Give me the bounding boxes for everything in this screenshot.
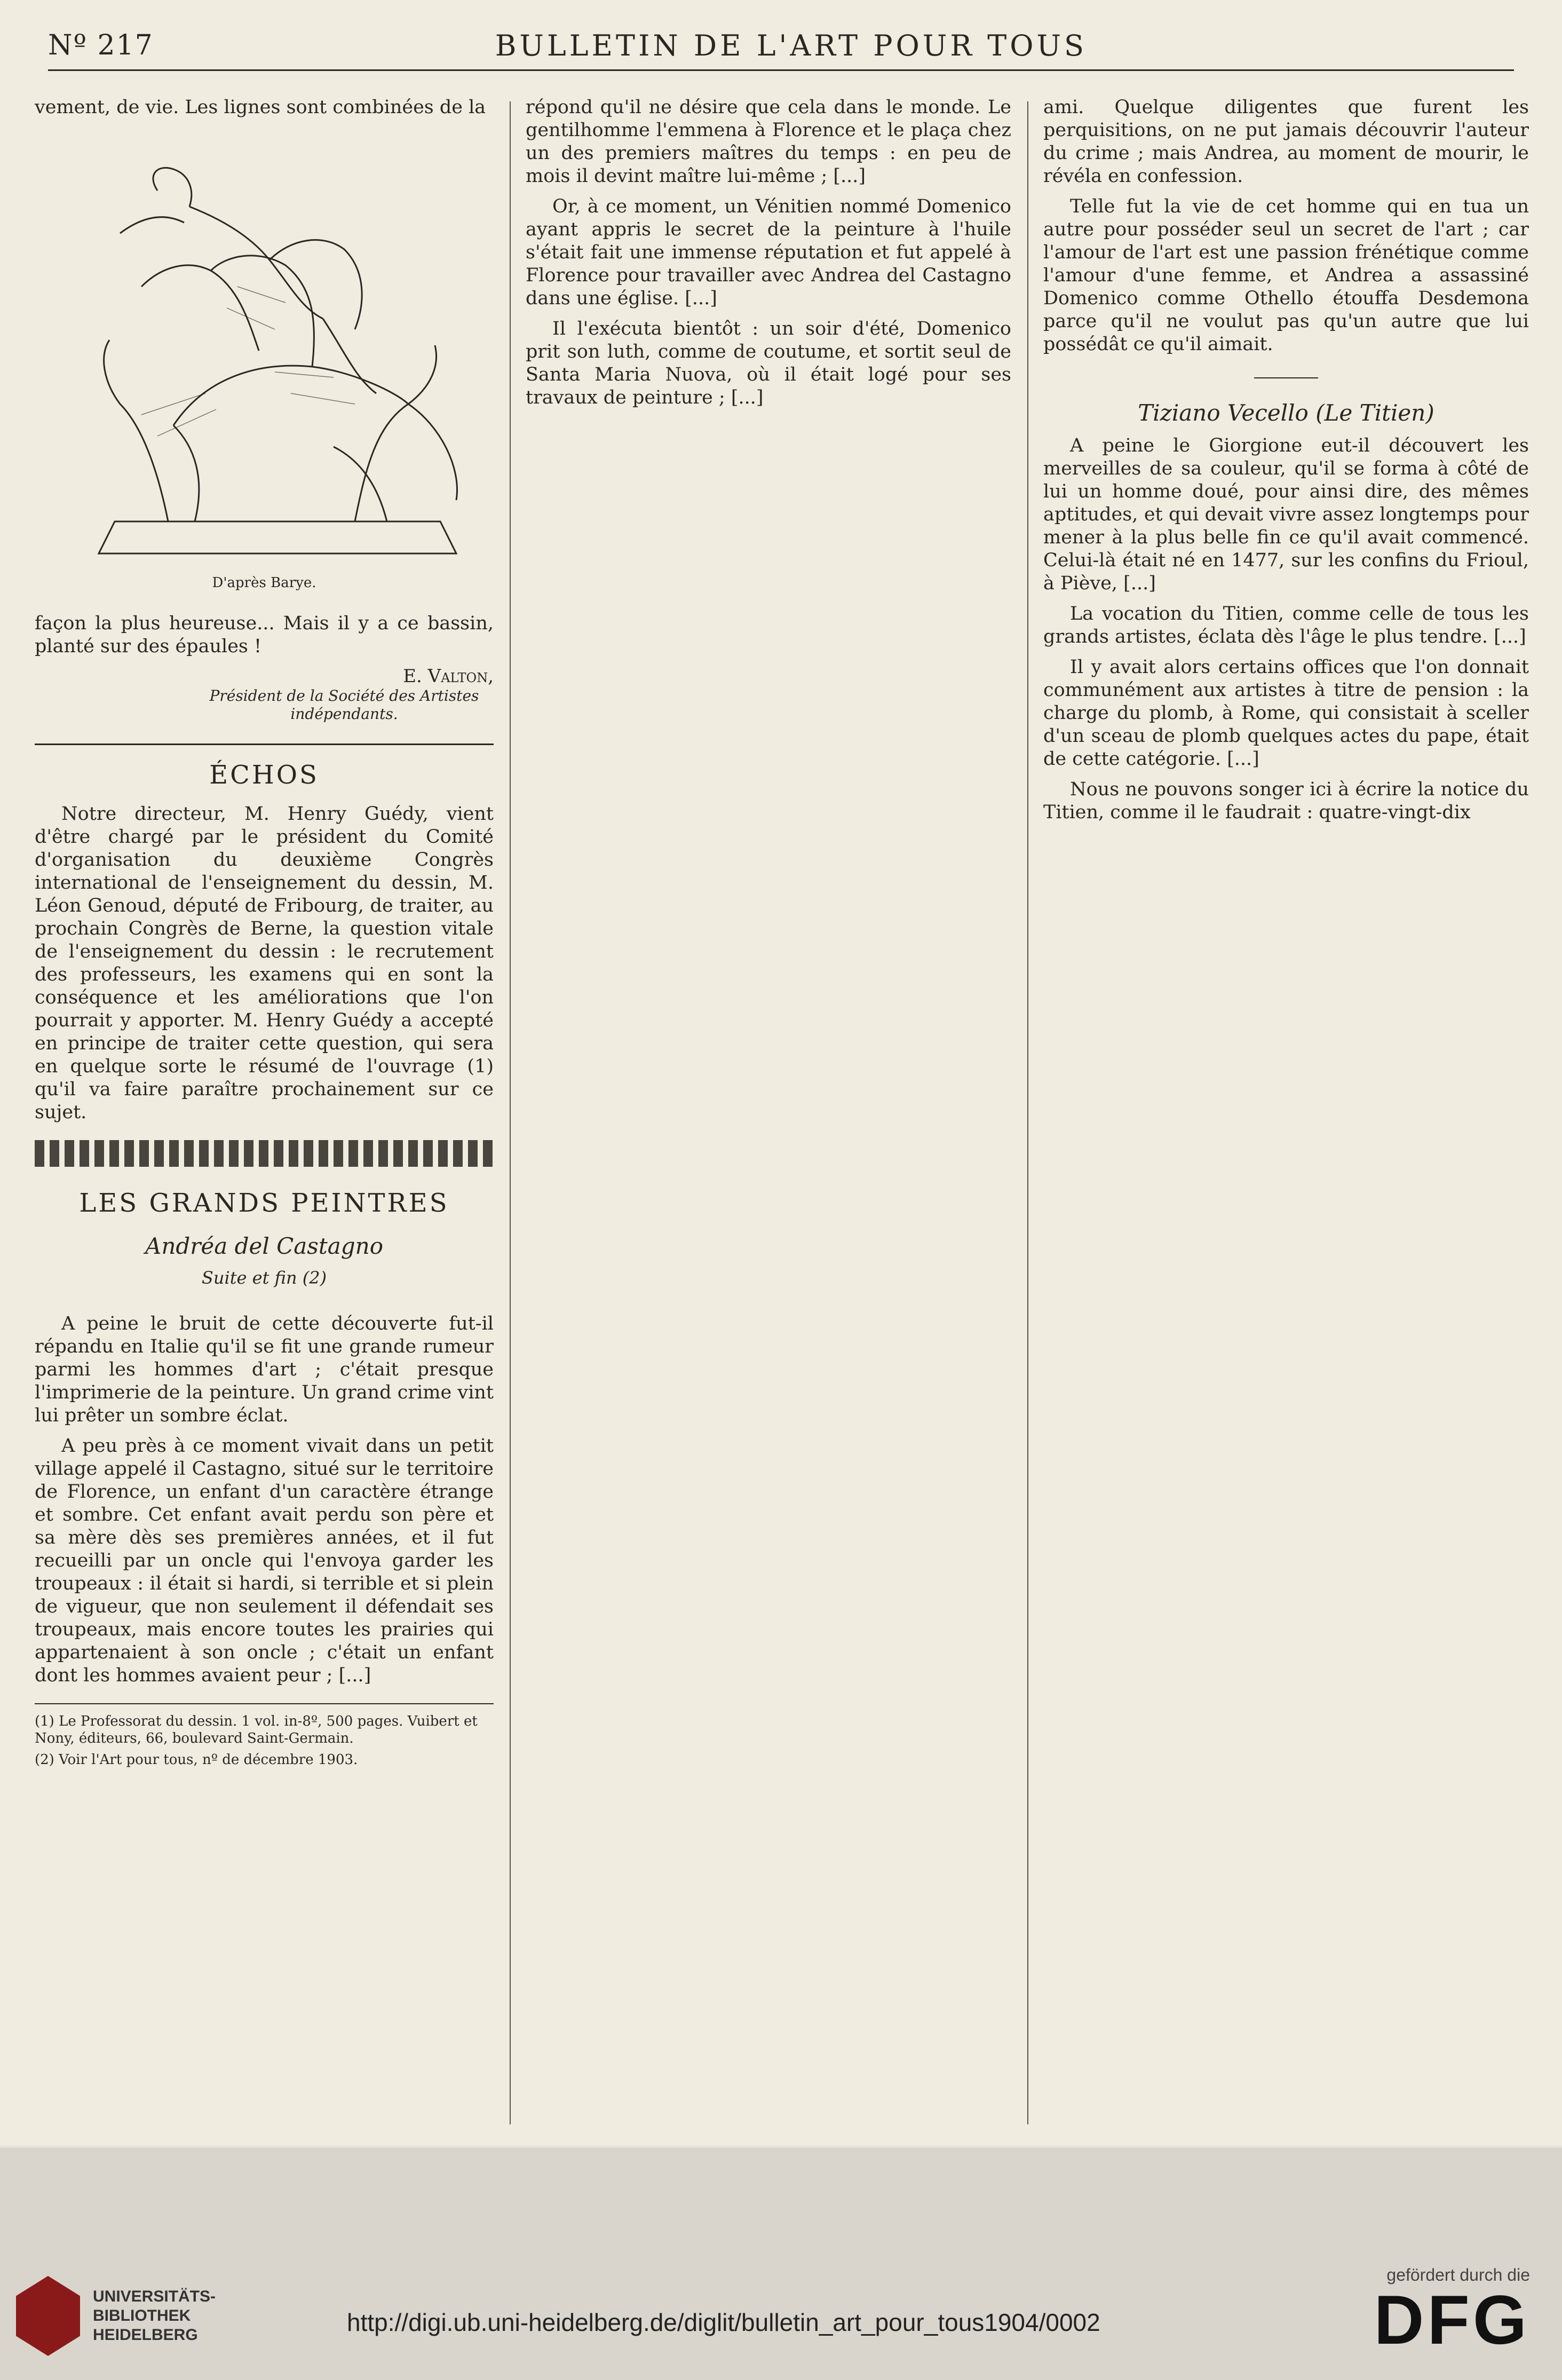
column-2 xyxy=(526,96,1011,417)
paragraph: ami. Quelque diligentes que furent les perquisitions, on ne put jamais découvrir l'auteur du crime ; mais Andrea, au moment de mourir, le révéla en confession. xyxy=(1043,97,1529,187)
column-3 xyxy=(1043,96,1529,832)
university-library-logo[interactable] xyxy=(16,2276,216,2356)
page-header xyxy=(48,21,1514,71)
dfg-logo[interactable] xyxy=(1374,2265,1530,2359)
echos-heading: ÉCHOS xyxy=(209,760,319,790)
section-subheading: Tiziano Vecello (Le Titien) xyxy=(1138,400,1434,426)
footnote: (2) Voir l'Art pour tous, nº de décembre 1903. xyxy=(35,1752,358,1768)
digitization-footer xyxy=(0,2146,1562,2380)
section-rule xyxy=(35,744,494,745)
article-subtitle: Suite et fin (2) xyxy=(201,1268,327,1288)
funded-by-label: gefördert durch die xyxy=(1386,2265,1530,2284)
centaur-sculpture-drawing xyxy=(35,126,494,570)
issue-number: Nº 217 xyxy=(48,29,154,61)
paragraph: Nous ne pouvons songer ici à écrire la notice du Titien, comme il le faudrait : quatre-vingt-dix xyxy=(1043,779,1529,823)
column-divider xyxy=(1027,101,1028,2124)
paragraph: vement, de vie. Les lignes sont combinées de la xyxy=(35,97,486,118)
author-title: Président de la Société des Artistes indépendants. xyxy=(209,687,479,723)
paragraph: A peine le bruit de cette découverte fut-il répandu en Italie qu'il se fit une grande rumeur parmi les hommes d'art ; c'était presque l'imprimerie de la peinture. Un grand crime vint lui prêter un sombre éclat. xyxy=(35,1313,494,1426)
paragraph: La vocation du Titien, comme celle de tous les grands artistes, éclata dès l'âge le plus tendre. [...] xyxy=(1043,603,1529,647)
paragraph: Or, à ce moment, un Vénitien nommé Domenico ayant appris le secret de la peinture à l'huile s'était fait une immense réputation et fut appelé à Florence pour travailler avec Andrea del Castagno dans une église. [...] xyxy=(526,196,1011,309)
paragraph: Notre directeur, M. Henry Guédy, vient d'être chargé par le président du Comité d'organisation du deuxième Congrès international de l'enseignement du dessin, M. Léon Genoud, député de Fribourg, de traiter, au prochain Congrès de Berne, la question vitale de l'enseignement du dessin : le recrutement des professeurs, les examens qui en sont la conséquence et les améliorations que l'on pourrait y apporter. M. Henry Guédy a accepté en principe de traiter cette question, qui sera en quelque sorte le résumé de l'ouvrage (1) qu'il va faire paraître prochainement sur ce sujet. xyxy=(35,803,494,1123)
paragraph: A peine le Giorgione eut-il découvert les merveilles de sa couleur, qu'il se forma à côté de lui un homme doué, pour ainsi dire, des mêmes aptitudes, et qui devait vivre assez longtemps pour mener à la plus belle fin ce qu'il avait commencé. Celui-là était né en 1477, sur les confins du Frioul, à Piève, [...] xyxy=(1043,435,1529,594)
article-title: Andréa del Castagno xyxy=(145,1233,383,1259)
section-heading: LES GRANDS PEINTRES xyxy=(79,1188,449,1218)
column-1 xyxy=(35,96,494,1773)
figure-caption: D'après Barye. xyxy=(212,575,316,591)
paragraph: façon la plus heureuse... Mais il y a ce bassin, planté sur des épaules ! xyxy=(35,613,494,657)
paragraph: Telle fut la vie de cet homme qui en tua un autre pour posséder seul un secret de l'art ; car l'amour de l'art est une passion frénétique comme l'amour d'une femme, et Andrea a assassiné Domenico comme Othello étouffa Desdemona parce qu'il ne voulut pas qu'un autre que lui possédât ce qu'il aimait. xyxy=(1043,196,1529,355)
paragraph: Il l'exécuta bientôt : un soir d'été, Domenico prit son luth, comme de coutume, et sortit seul de Santa Maria Nuova, où il était logé pour ses travaux de peinture ; [...] xyxy=(526,318,1011,408)
column-divider xyxy=(510,101,511,2124)
section-rule xyxy=(1254,377,1318,378)
paragraph: répond qu'il ne désire que cela dans le monde. Le gentilhomme l'emmena à Florence et le plaça chez un des premiers maîtres du temps : en peu de mois il devint maître lui-même ; [...] xyxy=(526,97,1011,187)
footnotes xyxy=(35,1703,494,1768)
paragraph: Il y avait alors certains offices que l'on donnait communément aux artistes à titre de pension : la charge du plomb, à Rome, qui consistait à sceller d'un sceau de plomb quelques actes du pape, était de cette catégorie. [...] xyxy=(1043,657,1529,770)
university-seal-icon xyxy=(16,2276,80,2356)
dfg-wordmark: DFG xyxy=(1374,2281,1530,2359)
journal-title: BULLETIN DE L'ART POUR TOUS xyxy=(495,28,1088,62)
footnote: (1) Le Professorat du dessin. 1 vol. in-8º, 500 pages. Vuibert et Nony, éditeurs, 66, boulevard Saint-Germain. xyxy=(35,1713,478,1746)
university-name: UNIVERSITÄTS- BIBLIOTHEK HEIDELBERG xyxy=(93,2288,216,2344)
author-signature: E. Valton, xyxy=(403,666,494,687)
sculpture-illustration xyxy=(35,126,494,607)
source-url-link[interactable]: http://digi.ub.uni-heidelberg.de/diglit/bulletin_art_pour_tous1904/0002 xyxy=(347,2308,1100,2336)
paragraph: A peu près à ce moment vivait dans un petit village appelé il Castagno, situé sur le territoire de Florence, un enfant d'un caractère étrange et sombre. Cet enfant avait perdu son père et sa mère dès ses premières années, et il fut recueilli par un oncle qui l'envoya garder les troupeaux : il était si hardi, si terrible et si plein de vigueur, que non seulement il défendait ses troupeaux, mais encore toutes les prairies qui appartenaient à son oncle ; c'était un enfant dont les hommes avaient peur ; [...] xyxy=(35,1435,494,1686)
decorative-ornament-band xyxy=(35,1140,494,1167)
